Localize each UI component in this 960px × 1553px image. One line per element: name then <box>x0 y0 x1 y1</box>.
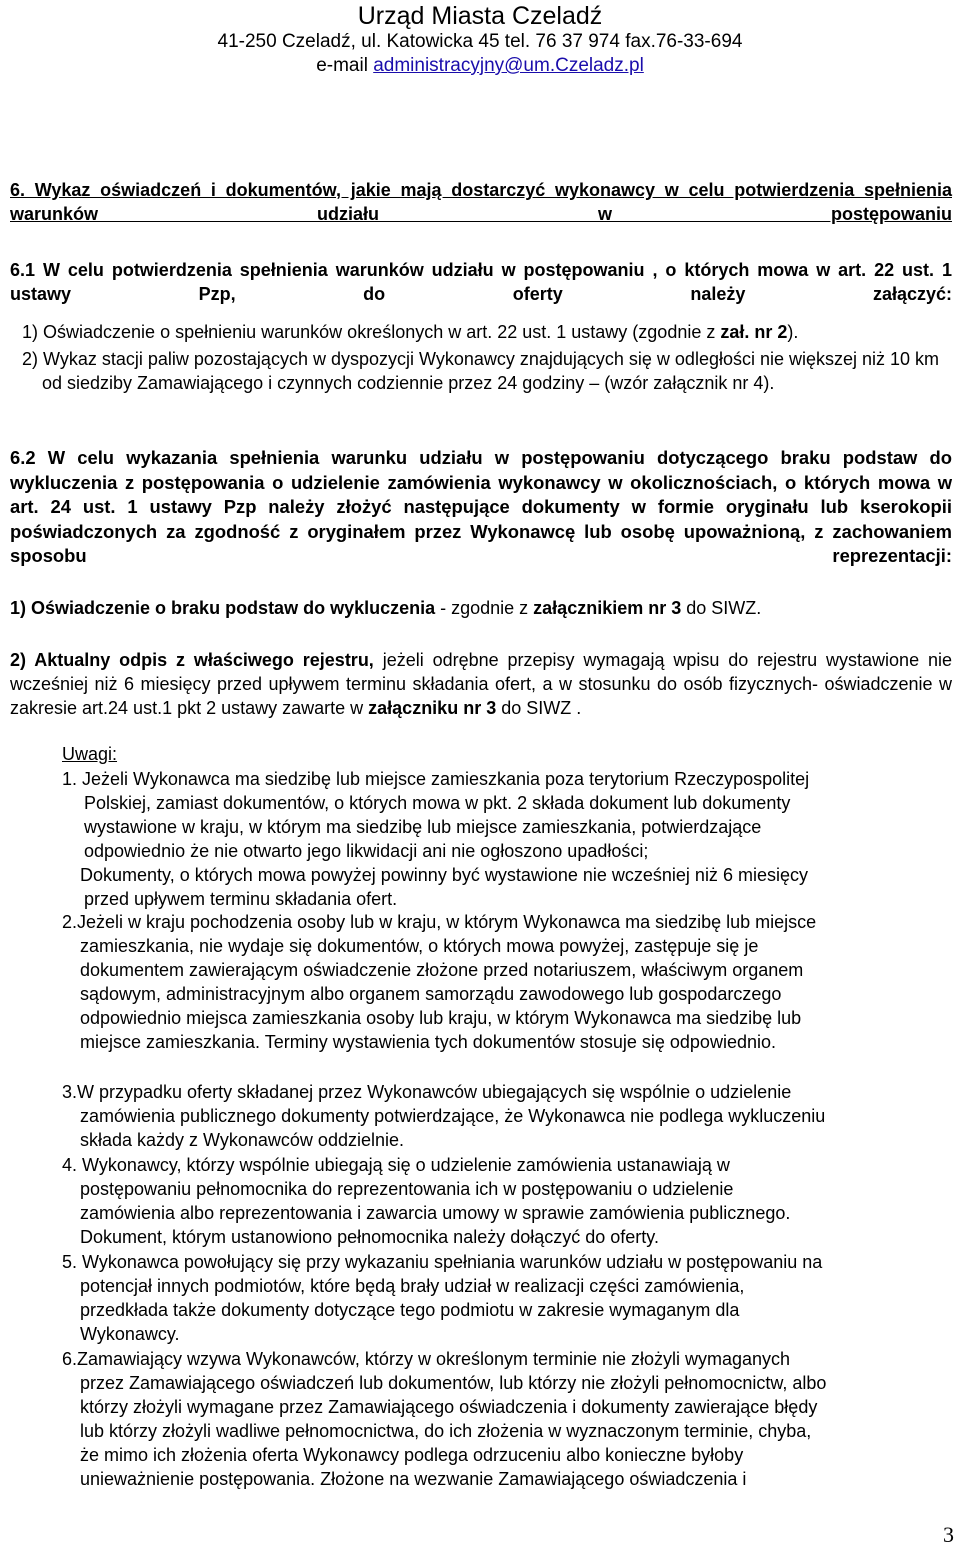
office-address: 41-250 Czeladź, ul. Katowicka 45 tel. 76 37 974 fax.76-33-694 <box>217 31 743 52</box>
note-line: że mimo ich złożenia oferta Wykonawcy podlega odrzuceniu albo konieczne byłoby <box>80 1445 744 1465</box>
attachment-ref: załączniku nr 3 <box>368 698 497 718</box>
note-3 <box>62 1080 942 1152</box>
office-title: Urząd Miasta Czeladź <box>357 2 603 30</box>
item-text: Oświadczenie o spełnieniu warunków określonych w art. 22 ust. 1 ustawy (zgodnie z <box>38 322 721 342</box>
note-line: składa każdy z Wykonawców oddzielnie. <box>80 1130 404 1150</box>
note-line: Wykonawcy. <box>80 1324 180 1344</box>
note-2 <box>62 910 942 1054</box>
note-line: sądowym, administracyjnym albo organem samorządu zawodowego lub gospodarczego <box>80 984 782 1004</box>
note-line: którzy złożyli wymagane przez Zamawiającego oświadczenia i dokumenty zawierające błędy <box>80 1397 818 1417</box>
note-line: zamówienia publicznego dokumenty potwierdzające, że Wykonawca nie podlega wykluczeniu <box>80 1106 826 1126</box>
attachment-ref: zał. nr 2 <box>720 322 788 342</box>
notes-heading: Uwagi: <box>62 744 118 764</box>
note-line: unieważnienie postępowania. Złożone na wezwanie Zamawiającego oświadczenia i <box>80 1469 747 1489</box>
item-text: Wykaz stacji paliw pozostających w dyspozycji Wykonawcy znajdujących się w odległości nie większej niż 10 km od siedziby Zamawiającego i czynnych codziennie przez 24 godziny – (wzór załącznik nr 4). <box>38 349 940 393</box>
note-line: przez Zamawiającego oświadczeń lub dokumentów, lub którzy nie złożyli pełnomocnictw, albo <box>80 1373 827 1393</box>
item-text: jeżeli odrębne przepisy wymagają wpisu do rejestru wystawione nie wcześniej niż 6 miesięcy przed upływem terminu składania ofert, a w stosunku do osób fizycznych- oświadczenie w zakresie art.24 ust.1 pkt 2 ustawy zawarte w <box>10 650 952 718</box>
note-line: Polskiej, zamiast dokumentów, o których mowa w pkt. 2 składa dokument lub dokumenty <box>84 793 791 813</box>
note-line: 6.Zamawiający wzywa Wykonawców, którzy w określonym terminie nie złożyli wymaganych <box>62 1349 791 1369</box>
item-end: do SIWZ. <box>681 598 762 618</box>
note-line: 2.Jeżeli w kraju pochodzenia osoby lub w kraju, w którym Wykonawca ma siedzibę lub miejsce <box>62 912 817 932</box>
item-text: - zgodnie z <box>435 598 534 618</box>
note-line: wystawione w kraju, w którym ma siedzibę lub miejsce zamieszkania, potwierdzające <box>84 817 762 837</box>
item-number: 2) <box>22 349 39 369</box>
note-line: 4. Wykonawcy, którzy wspólnie ubiegają się o udzielenie zamówienia ustanawiają w <box>62 1155 730 1175</box>
note-4 <box>62 1153 942 1249</box>
section-6-2-heading: 6.2 W celu wykazania spełnienia warunku udziału w postępowaniu dotyczącego braku podstaw do wykluczenia z postępowania o udzielenie zamówienia wykonawcy w okolicznościach, o których mowa w art. 24 ust. 1 ustawy Pzp należy złożyć następujące dokumenty w formie oryginału lub kserokopii poświadczonych za zgodność z oryginałem przez Wykonawcę lub osobę upoważnioną, z zachowaniem sposobu reprezentacji: <box>10 447 952 566</box>
note-line: przed upływem terminu składania ofert. <box>84 889 398 909</box>
note-line: odpowiednio miejsca zamieszkania osoby lub kraju, w którym Wykonawca ma siedzibę lub <box>80 1008 802 1028</box>
note-line: lub którzy złożyli wadliwe pełnomocnictwa, do ich złożenia w wyznaczonym terminie, chyba, <box>80 1421 812 1441</box>
note-line: Dokumenty, o których mowa powyżej powinny być wystawione nie wcześniej niż 6 miesięcy <box>80 865 808 885</box>
attachment-ref: załącznikiem nr 3 <box>533 598 682 618</box>
note-5 <box>62 1250 952 1346</box>
item-title: 2) Aktualny odpis z właściwego rejestru, <box>10 650 374 670</box>
note-line: 5. Wykonawca powołujący się przy wykazaniu spełniania warunków udziału w postępowaniu na <box>62 1252 823 1272</box>
section-6-heading: 6. Wykaz oświadczeń i dokumentów, jakie mają dostarczyć wykonawcy w celu potwierdzenia spełnienia warunków udziału w postępowaniu <box>10 180 952 224</box>
note-line: miejsce zamieszkania. Terminy wystawienia tych dokumentów stosuje się odpowiednio. <box>80 1032 776 1052</box>
note-line: 1. Jeżeli Wykonawca ma siedzibę lub miejsce zamieszkania poza terytorium Rzeczypospolitej <box>62 769 810 789</box>
note-line: przedkłada także dokumenty dotyczące tego podmiotu w zakresie wymaganym dla <box>80 1300 740 1320</box>
section-6-1-heading: 6.1 W celu potwierdzenia spełnienia warunków udziału w postępowaniu , o których mowa w art. 22 ust. 1 ustawy Pzp, do oferty należy załączyć: <box>10 260 952 304</box>
section-6-2-item-2 <box>10 648 952 720</box>
note-line: postępowaniu pełnomocnika do reprezentowania ich w postępowaniu o udzielenie <box>80 1179 734 1199</box>
note-line: dokumentem zawierającym oświadczenie złożone przed notariuszem, właściwym organem <box>80 960 804 980</box>
section-6-1-item-1 <box>22 320 952 344</box>
email-label: e-mail <box>316 55 374 76</box>
item-end: do SIWZ . <box>496 698 582 718</box>
note-1 <box>62 767 942 911</box>
note-line: zamieszkania, nie wydaje się dokumentów, o których mowa powyżej, zastępuje się je <box>80 936 759 956</box>
note-6 <box>62 1347 952 1491</box>
note-line: 3.W przypadku oferty składanej przez Wykonawców ubiegających się wspólnie o udzielenie <box>62 1082 792 1102</box>
note-line: odpowiednio że nie otwarto jego likwidacji ani nie ogłoszono upadłości; <box>84 841 649 861</box>
item-number: 1) <box>22 322 39 342</box>
section-6-1-item-2 <box>22 347 952 395</box>
office-email-line <box>0 55 960 77</box>
page-number: 3 <box>943 1522 954 1547</box>
email-link[interactable]: administracyjny@um.Czeladz.pl <box>373 55 644 76</box>
item-title: 1) Oświadczenie o braku podstaw do wykluczenia <box>10 598 436 618</box>
note-line: Dokument, którym ustanowiono pełnomocnika należy dołączyć do oferty. <box>80 1227 659 1247</box>
note-line: potencjał innych podmiotów, które będą brały udział w realizacji części zamówienia, <box>80 1276 745 1296</box>
note-line: zamówienia albo reprezentowania i zawarcia umowy w sprawie zamówienia publicznego. <box>80 1203 791 1223</box>
item-end: ). <box>787 322 799 342</box>
section-6-2-item-1 <box>10 596 952 620</box>
